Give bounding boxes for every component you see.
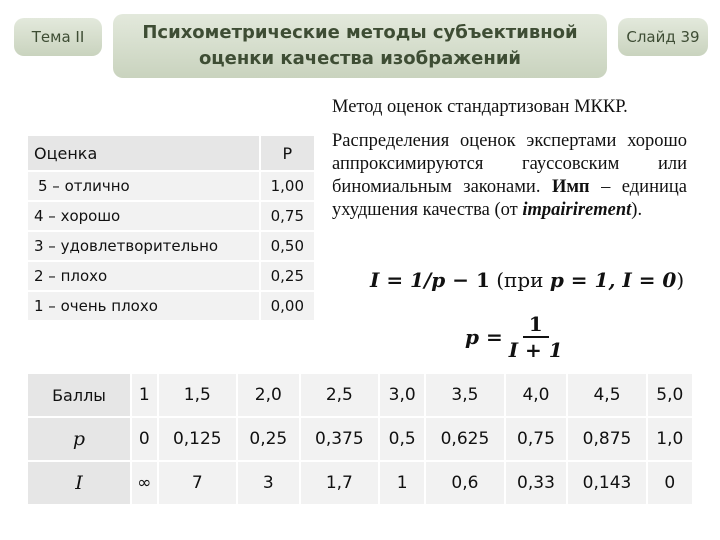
slide-title-line2: оценки качества изображений [198,48,522,69]
table-cell: 4,0 [506,374,567,416]
table-cell: 5,0 [648,374,692,416]
p-cell: 0,50 [261,232,314,260]
p-cell: 1,00 [261,172,314,200]
table-cell: 0,25 [238,418,299,460]
i-row-label: I [28,462,130,504]
table-cell: 3,0 [380,374,424,416]
formula2-lhs: p = [465,325,503,349]
p-cell: 0,25 [261,262,314,290]
grade-column-header: Оценка [28,136,259,170]
table-row [28,292,314,320]
theme-label: Тема II [14,18,102,56]
table-cell: 1,0 [648,418,692,460]
distribution-text: Распределения оценок экспертами хорошо аппроксимируются гауссовским или биномиальным законами. [332,131,687,197]
imp-definition: – единица ухудшения качества (от [332,177,687,220]
table-row [28,202,314,230]
inverse-formula [465,312,563,362]
slide-number: Слайд 39 [618,18,708,56]
table-cell: ∞ [132,462,157,504]
slide-title-line1: Психометрические методы субъективной [142,22,578,43]
table-cell: 1 [380,462,424,504]
balls-row [28,374,692,416]
balls-row-label: Баллы [28,374,130,416]
table-cell: 2,0 [238,374,299,416]
table-cell: 1,5 [159,374,236,416]
table-cell: 1 [132,374,157,416]
grade-cell: 3 – удовлетворительно [28,232,259,260]
scores-table [26,372,694,506]
grades-table [26,134,316,322]
formula2-fraction [509,312,563,362]
i-row [28,462,692,504]
grade-cell: 4 – хорошо [28,202,259,230]
formula1-lhs: I = [370,268,411,292]
table-cell: 2,5 [301,374,378,416]
p-cell: 0,75 [261,202,314,230]
table-cell: 0,143 [568,462,645,504]
table-cell: 0,6 [426,462,503,504]
formula1-fraction: 1/p [410,268,446,292]
p-cell: 0,00 [261,292,314,320]
formula1-cond-open: (при [489,268,550,292]
table-cell: 3 [238,462,299,504]
description-text [332,96,687,222]
table-cell: 0,5 [380,418,424,460]
grade-cell: 2 – плохо [28,262,259,290]
standard-note: Метод оценок стандартизован МККР. [332,97,628,117]
table-cell: 0,125 [159,418,236,460]
p-row-label: p [28,418,130,460]
p-column-header: P [261,136,314,170]
impairment-formula [370,268,684,292]
p-row [28,418,692,460]
table-cell: 3,5 [426,374,503,416]
table-cell: 0,875 [568,418,645,460]
table-cell: 0,33 [506,462,567,504]
distribution-note [332,130,687,222]
table-cell: 0 [132,418,157,460]
table-cell: 7 [159,462,236,504]
table-cell: 0 [648,462,692,504]
table-row [28,262,314,290]
grades-header-row [28,136,314,170]
grade-cell: 5 – отлично [28,172,259,200]
table-cell: 0,75 [506,418,567,460]
imp-word: impairirement [522,200,632,220]
table-row [28,172,314,200]
formula1-rest: − 1 [445,268,490,292]
formula2-denominator: I + 1 [508,338,563,362]
grade-cell: 1 – очень плохо [28,292,259,320]
formula1-cond-close: ) [676,268,685,292]
table-cell: 1,7 [301,462,378,504]
table-cell: 0,375 [301,418,378,460]
formula1-condition: p = 1, I = 0 [549,268,677,292]
imp-end: ). [631,200,643,220]
formula2-numerator: 1 [523,312,549,338]
table-cell: 4,5 [568,374,645,416]
table-cell: 0,625 [426,418,503,460]
imp-term: Имп [551,177,590,197]
slide-title [113,14,607,78]
table-row [28,232,314,260]
